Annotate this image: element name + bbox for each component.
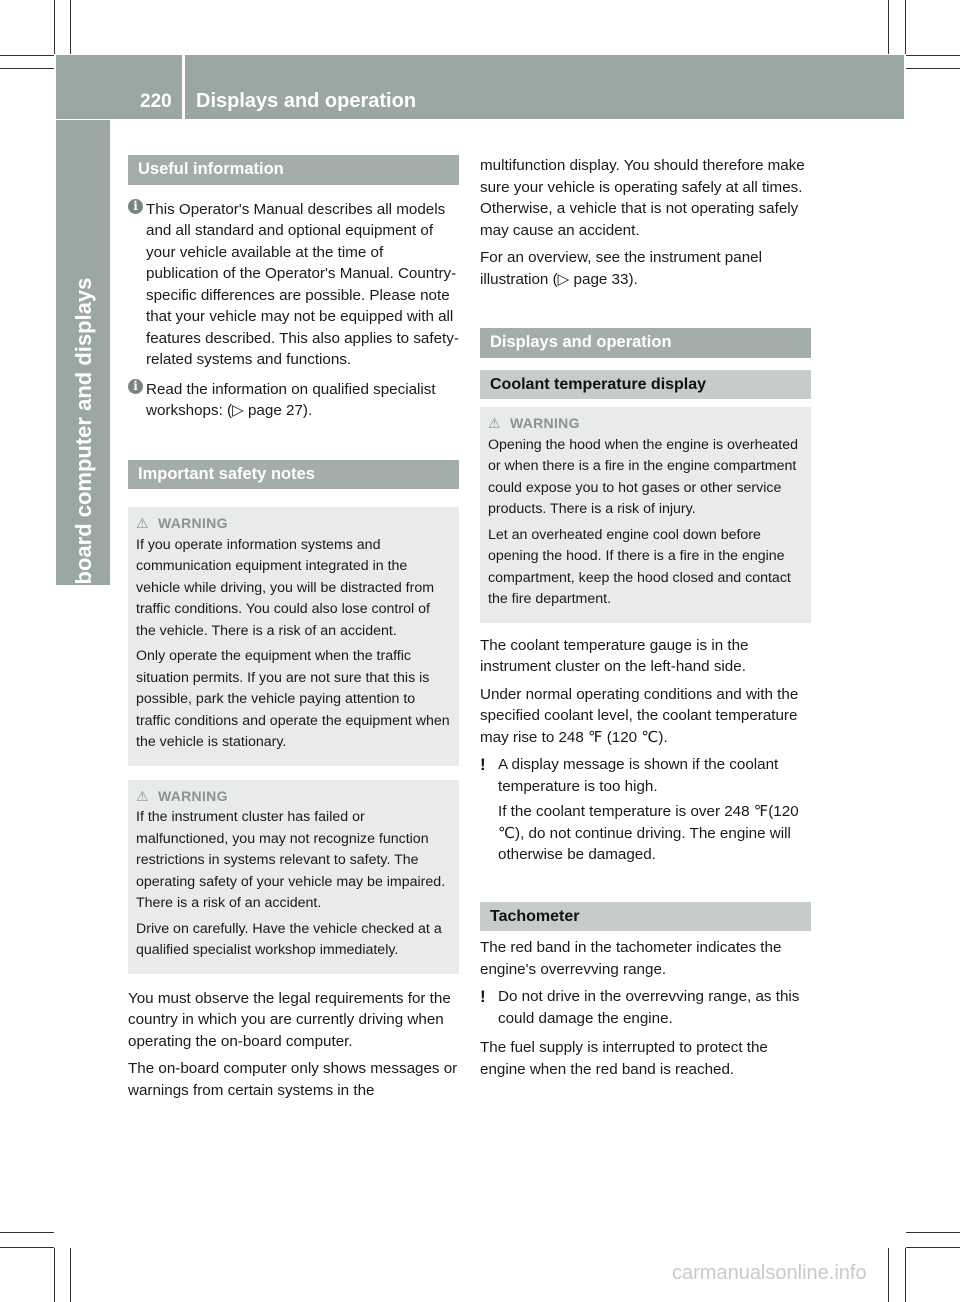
crop-mark [54,0,55,54]
warning-icon: ⚠ [488,415,501,431]
page-number: 220 [140,91,172,112]
page-header [56,55,904,119]
warning-title: WARNING [158,515,228,531]
crop-mark [905,0,906,54]
info-icon: i [128,379,143,394]
subsection-heading-coolant: Coolant temperature display [480,370,811,400]
warning-icon: ⚠ [136,787,149,804]
warning-icon: ⚠ [136,515,149,531]
crop-mark [906,68,960,69]
page-title: Displays and operation [196,90,417,112]
body-paragraph: The fuel supply is interrupted to protect the engine when the red band is reached. [480,1039,768,1078]
warning-text: Only operate the equipment when the traffic situation permits. If you are not sure that this is possible, park the vehicle paying attention to traffic conditions and operate the equipment when the vehicle is stationary. [136,648,450,750]
crop-mark [0,68,54,69]
crop-mark [906,55,960,56]
warning-text: Let an overheated engine cool down before opening the hood. If there is a fire in the engine compartment, keep the hood closed and contact the fire department. [488,526,791,607]
info-note-text: This Operator's Manual describes all models and all standard and optional equipment of your vehicle available at the time of publication of the Operator's Manual. Country-specific differences are possible. Please note that your vehicle may not be equipped with all features described. This also applies to safety-related systems and functions. [146,200,459,368]
crop-mark [70,0,71,54]
crop-mark [905,1248,906,1302]
watermark: carmanualsonline.info [672,1262,867,1284]
crop-mark [54,1248,55,1302]
subsection-heading-tachometer: Tachometer [480,902,811,932]
info-icon: i [128,199,143,214]
warning-box [128,780,459,974]
caution-icon: ! [480,987,486,1006]
right-column [480,155,811,1086]
header-divider [182,55,185,119]
crop-mark [0,1232,54,1233]
body-paragraph: The coolant temperature gauge is in the instrument cluster on the left-hand side. [480,636,749,675]
crop-mark [0,1247,54,1248]
crop-mark [888,0,889,54]
info-note [128,199,459,371]
body-paragraph: The on-board computer only shows messages or warnings from certain systems in the [128,1060,458,1099]
crop-mark [888,1248,889,1302]
warning-box [480,407,811,623]
crop-mark [906,1232,960,1233]
section-heading-useful-information: Useful information [128,155,459,185]
warning-title: WARNING [510,415,580,431]
body-paragraph: Under normal operating conditions and with the specified coolant level, the coolant temperature may rise to 248 ℉ (120 ℃). [480,685,799,746]
left-column [128,155,459,1107]
body-paragraph: multifunction display. You should therefore make sure your vehicle is operating safely at all times. Otherwise, a vehicle that is not operating safely may cause an accident. [480,157,805,239]
warning-box [128,507,459,766]
warning-text: Opening the hood when the engine is overheated or when there is a fire in the engine compartment could expose you to hot gases or other service products. There is a risk of injury. [488,436,798,517]
caution-note [480,754,811,866]
crop-mark [906,1247,960,1248]
chapter-side-tab [56,120,110,623]
caution-text: A display message is shown if the coolant temperature is too high. [498,756,779,795]
warning-text: If you operate information systems and communication equipment integrated in the vehicle while driving, you will be distracted from traffic conditions. You could also lose control of the vehicle. There is a risk of an accident. [136,536,435,639]
warning-title: WARNING [158,787,228,804]
caution-text: Do not drive in the overrevving range, as this could damage the engine. [498,988,800,1027]
body-paragraph: You must observe the legal requirements for the country in which you are currently driving when operating the on-board computer. [128,989,451,1050]
warning-text: Drive on carefully. Have the vehicle checked at a qualified specialist workshop immediately. [136,920,442,958]
section-heading-safety-notes: Important safety notes [128,460,459,490]
crop-mark [0,55,54,56]
crop-mark [70,1248,71,1302]
chapter-title: On-board computer and displays [71,277,96,623]
body-paragraph: The red band in the tachometer indicates the engine's overrevving range. [480,939,782,978]
caution-text: If the coolant temperature is over 248 ℉(120 ℃), do not continue driving. The engine will otherwise be damaged. [498,803,799,863]
info-note [128,379,459,422]
section-heading-displays-operation: Displays and operation [480,328,811,358]
body-paragraph: For an overview, see the instrument panel illustration (▷ page 33). [480,249,762,288]
caution-icon: ! [480,755,486,774]
warning-text: If the instrument cluster has failed or malfunctioned, you may not recognize function restrictions in systems relevant to safety. The operating safety of your vehicle may be impaired. There is a risk of an accident. [136,809,446,911]
caution-note [480,986,811,1029]
info-note-text: Read the information on qualified specialist workshops: (▷ page 27). [146,380,436,419]
